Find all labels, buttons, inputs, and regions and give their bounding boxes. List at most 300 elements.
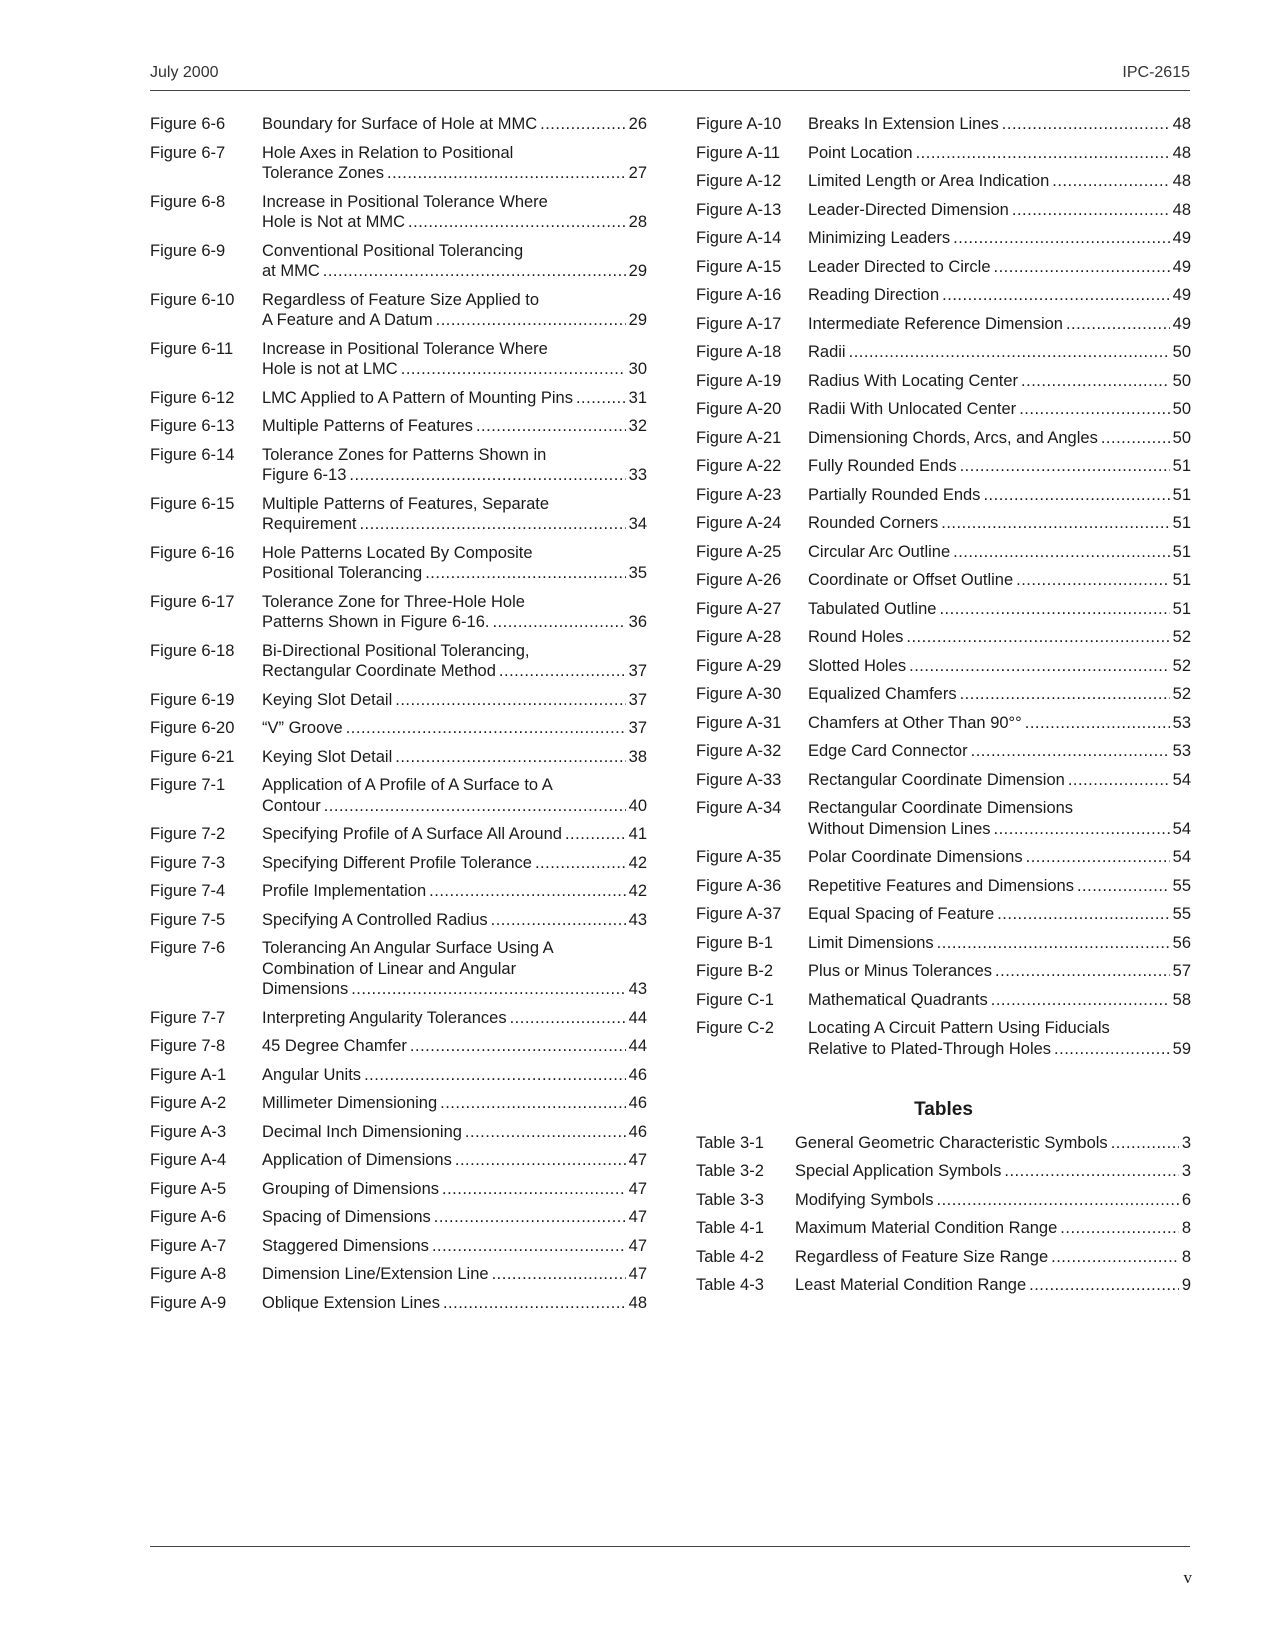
entry-page: 3 — [1181, 1133, 1191, 1152]
entry-page: 47 — [628, 1236, 647, 1255]
entry-title: Application of Dimensions — [262, 1151, 452, 1169]
entry-title: Tabulated Outline — [808, 599, 937, 618]
dot-leader — [1111, 1133, 1179, 1154]
entry-title: Round Holes — [808, 628, 904, 646]
entry-title: Leader Directed to Circle — [808, 257, 991, 276]
toc-entry — [150, 853, 647, 874]
toc-entry — [696, 684, 1191, 705]
toc-entry — [696, 1161, 1191, 1182]
entry-title: Interpreting Angularity Tolerances — [262, 1008, 507, 1027]
entry-title: Bi-Directional Positional Tolerancing, — [262, 641, 530, 660]
dot-leader — [960, 684, 1170, 705]
entry-title: Regardless of Feature Size Range — [795, 1247, 1049, 1266]
entry-page: 47 — [628, 1208, 647, 1226]
entry-title: Without Dimension Lines — [808, 819, 991, 838]
toc-entry — [150, 241, 647, 282]
dot-leader — [1025, 713, 1170, 734]
entry-title: Requirement — [262, 515, 357, 533]
toc-entry — [150, 775, 647, 816]
entry-label: Figure 7-1 — [150, 776, 226, 794]
entry-label: Figure A-34 — [696, 799, 782, 817]
toc-entry — [696, 570, 1191, 591]
dot-leader — [1004, 1161, 1178, 1182]
entry-label: Figure A-3 — [150, 1122, 227, 1141]
toc-entry — [696, 713, 1191, 734]
entry-title: Decimal Inch Dimensioning — [262, 1122, 462, 1141]
entry-page: 47 — [628, 1265, 647, 1283]
entry-label: Figure 7-4 — [150, 882, 226, 900]
toc-entry — [150, 416, 647, 437]
dot-leader — [535, 853, 626, 874]
entry-title: Tolerance Zones for Patterns Shown in — [262, 445, 547, 464]
entry-page: 46 — [628, 1094, 647, 1112]
entry-label: Figure A-30 — [696, 685, 782, 703]
entry-page: 8 — [1181, 1219, 1191, 1237]
entry-page: 6 — [1181, 1190, 1191, 1209]
dot-leader — [939, 599, 1169, 620]
entry-label: Figure A-23 — [696, 485, 782, 504]
entry-page: 37 — [628, 662, 647, 680]
dot-leader — [440, 1093, 626, 1114]
entry-page: 40 — [628, 796, 647, 815]
entry-page: 55 — [1172, 905, 1191, 923]
dot-leader — [1029, 1275, 1179, 1296]
entry-page: 29 — [628, 262, 647, 280]
toc-entry — [150, 494, 647, 535]
dot-leader — [1012, 200, 1170, 221]
toc-entry — [150, 1122, 647, 1143]
dot-leader — [395, 690, 625, 711]
entry-label: Figure A-27 — [696, 599, 782, 618]
dot-leader — [351, 979, 625, 1000]
dot-leader — [565, 824, 626, 845]
dot-leader — [1052, 171, 1169, 192]
entry-page: 48 — [1172, 200, 1191, 219]
left-figure-list — [150, 114, 647, 1321]
entry-label: Figure 6-20 — [150, 719, 235, 737]
toc-entry — [150, 824, 647, 845]
toc-entry — [150, 592, 647, 633]
dot-leader — [1077, 876, 1170, 897]
entry-page: 58 — [1172, 990, 1191, 1009]
entry-label: Figure A-5 — [150, 1179, 227, 1198]
entry-title: General Geometric Characteristic Symbols — [795, 1133, 1108, 1152]
toc-entry — [696, 257, 1191, 278]
entry-label: Figure A-32 — [696, 742, 782, 760]
entry-page: 37 — [628, 690, 647, 709]
entry-label: Figure A-18 — [696, 343, 782, 361]
entry-page: 55 — [1172, 876, 1191, 895]
entry-title: Regardless of Feature Size Applied to — [262, 290, 539, 309]
toc-entry — [150, 1179, 647, 1200]
entry-title: Limited Length or Area Indication — [808, 172, 1050, 190]
toc-entry — [696, 1247, 1191, 1268]
entry-label: Figure 6-18 — [150, 641, 235, 660]
entry-label: Figure 6-14 — [150, 445, 235, 464]
toc-entry — [150, 1093, 647, 1114]
toc-entry — [696, 904, 1191, 925]
entry-label: Figure 7-7 — [150, 1008, 226, 1027]
entry-page: 49 — [1172, 286, 1191, 304]
entry-page: 8 — [1181, 1247, 1191, 1266]
dot-leader — [401, 359, 626, 380]
entry-label: Figure A-33 — [696, 770, 782, 789]
toc-entry — [696, 656, 1191, 677]
entry-page: 54 — [1172, 819, 1191, 838]
entry-page: 52 — [1172, 628, 1191, 646]
toc-entry — [696, 1190, 1191, 1211]
entry-label: Figure 6-13 — [150, 417, 235, 435]
toc-entry — [150, 339, 647, 380]
dot-leader — [916, 143, 1170, 164]
entry-label: Figure A-11 — [696, 143, 781, 162]
entry-page: 50 — [1172, 428, 1191, 447]
entry-label: Figure A-24 — [696, 514, 782, 532]
entry-label: Figure C-2 — [696, 1019, 774, 1037]
toc-entry — [696, 228, 1191, 249]
entry-label: Table 4-2 — [696, 1247, 764, 1266]
dot-leader — [395, 747, 625, 768]
dot-leader — [994, 819, 1170, 840]
toc-entry — [696, 1218, 1191, 1239]
entry-page: 41 — [628, 825, 647, 843]
entry-title: Minimizing Leaders — [808, 229, 951, 247]
entry-page: 44 — [628, 1037, 647, 1055]
dot-leader — [364, 1065, 626, 1086]
dot-leader — [346, 718, 626, 739]
entry-label: Figure 7-8 — [150, 1037, 226, 1055]
entry-title: Boundary for Surface of Hole at MMC — [262, 115, 538, 133]
dot-leader — [953, 228, 1169, 249]
entry-page: 27 — [628, 164, 647, 182]
entry-label: Table 4-3 — [696, 1276, 764, 1294]
dot-leader — [429, 881, 625, 902]
entry-label: Figure 6-16 — [150, 543, 235, 562]
entry-page: 50 — [1172, 343, 1191, 361]
entry-label: Figure A-4 — [150, 1151, 227, 1169]
entry-title: Rounded Corners — [808, 514, 939, 532]
toc-entry — [696, 599, 1191, 620]
entry-page: 51 — [1172, 485, 1191, 504]
entry-label: Figure A-25 — [696, 542, 782, 561]
toc-entry — [696, 342, 1191, 363]
entry-title: Leader-Directed Dimension — [808, 200, 1009, 219]
dot-leader — [941, 513, 1169, 534]
entry-page: 54 — [1172, 848, 1191, 866]
dot-leader — [476, 416, 626, 437]
dot-leader — [936, 1190, 1178, 1211]
entry-title: Tolerancing An Angular Surface Using A — [262, 939, 554, 957]
toc-entry — [150, 747, 647, 768]
entry-page: 29 — [628, 311, 647, 329]
entry-page: 48 — [1172, 172, 1191, 190]
dot-leader — [436, 310, 626, 331]
entry-title: Figure 6-13 — [262, 466, 347, 484]
dot-leader — [995, 961, 1170, 982]
entry-page: 33 — [628, 466, 647, 484]
dot-leader — [434, 1207, 626, 1228]
entry-title: Rectangular Coordinate Dimensions — [808, 799, 1074, 817]
entry-title: Equalized Chamfers — [808, 685, 957, 703]
dot-leader — [937, 933, 1170, 954]
toc-entry — [150, 1236, 647, 1257]
entry-title: Coordinate or Offset Outline — [808, 571, 1014, 589]
entry-page: 52 — [1172, 656, 1191, 675]
entry-page: 30 — [628, 360, 647, 378]
entry-page: 50 — [1172, 371, 1191, 390]
dot-leader — [499, 661, 626, 682]
entry-title: Fully Rounded Ends — [808, 457, 957, 475]
entry-title: Hole is Not at MMC — [262, 213, 406, 231]
toc-entry — [696, 456, 1191, 477]
entry-page: 51 — [1172, 571, 1191, 589]
entry-label: Figure A-17 — [696, 314, 782, 333]
entry-title: Reading Direction — [808, 286, 940, 304]
entry-page: 46 — [628, 1065, 647, 1084]
toc-entry — [696, 143, 1191, 164]
entry-title: Radii With Unlocated Center — [808, 400, 1017, 418]
entry-label: Figure A-1 — [150, 1065, 227, 1084]
entry-label: Table 4-1 — [696, 1219, 764, 1237]
entry-page: 28 — [628, 213, 647, 231]
entry-title: Polar Coordinate Dimensions — [808, 848, 1023, 866]
toc-entry — [150, 1150, 647, 1171]
entry-title: Application of A Profile of A Surface to A — [262, 776, 553, 794]
entry-title: Specifying Profile of A Surface All Around — [262, 825, 562, 843]
entry-label: Figure 6-7 — [150, 143, 226, 162]
dot-leader — [432, 1236, 626, 1257]
entry-page: 44 — [628, 1008, 647, 1027]
toc-entry — [150, 1207, 647, 1228]
entry-title: Angular Units — [262, 1065, 362, 1084]
entry-label: Figure A-10 — [696, 115, 782, 133]
dot-leader — [983, 485, 1169, 506]
entry-title: Special Application Symbols — [795, 1162, 1002, 1180]
toc-entry — [696, 741, 1191, 762]
dot-leader — [1051, 1247, 1179, 1268]
dot-leader — [492, 612, 625, 633]
toc-entry — [150, 543, 647, 584]
dot-leader — [1060, 1218, 1179, 1239]
entry-page: 42 — [628, 882, 647, 900]
entry-title: Specifying Different Profile Tolerance — [262, 853, 532, 872]
entry-title: Hole is not at LMC — [262, 360, 398, 378]
toc-entry — [696, 485, 1191, 506]
entry-page: 51 — [1172, 457, 1191, 475]
entry-title: “V” Groove — [262, 719, 343, 737]
toc-entry — [696, 371, 1191, 392]
entry-title: Keying Slot Detail — [262, 690, 393, 709]
entry-label: Figure A-19 — [696, 371, 782, 390]
dot-leader — [492, 1264, 626, 1285]
dot-leader — [1016, 570, 1170, 591]
toc-entry — [696, 428, 1191, 449]
dot-leader — [349, 465, 625, 486]
header-date: July 2000 — [150, 64, 219, 81]
dot-leader — [991, 990, 1170, 1011]
entry-page: 36 — [628, 613, 647, 631]
dot-leader — [997, 904, 1169, 925]
toc-entry — [696, 1275, 1191, 1296]
entry-title: Edge Card Connector — [808, 742, 968, 760]
entry-page: 47 — [628, 1151, 647, 1169]
entry-label: Figure 6-21 — [150, 747, 235, 766]
entry-title: Rectangular Coordinate Dimension — [808, 770, 1065, 789]
entry-label: Figure A-12 — [696, 172, 782, 190]
entry-label: Figure A-26 — [696, 571, 782, 589]
entry-title: Contour — [262, 796, 321, 815]
toc-entry — [150, 192, 647, 233]
entry-page: 48 — [628, 1293, 647, 1312]
right-column — [696, 114, 1191, 1304]
toc-entry — [150, 445, 647, 486]
dot-leader — [443, 1293, 626, 1314]
entry-label: Figure A-35 — [696, 848, 782, 866]
entry-page: 9 — [1181, 1276, 1191, 1294]
dot-leader — [410, 1036, 626, 1057]
toc-entry — [696, 200, 1191, 221]
toc-entry — [696, 285, 1191, 306]
dot-leader — [971, 741, 1170, 762]
page-number: v — [1183, 1568, 1192, 1587]
entry-title: Profile Implementation — [262, 882, 427, 900]
entry-label: Figure 6-17 — [150, 592, 235, 611]
entry-page: 54 — [1172, 770, 1191, 789]
entry-title: Relative to Plated-Through Holes — [808, 1039, 1052, 1058]
toc-entry — [150, 938, 647, 1000]
entry-title: Grouping of Dimensions — [262, 1179, 440, 1198]
entry-title: Tolerance Zones — [262, 164, 384, 182]
toc-entry — [696, 990, 1191, 1011]
dot-leader — [408, 212, 626, 233]
toc-entry — [150, 641, 647, 682]
entry-label: Figure A-6 — [150, 1208, 227, 1226]
entry-label: Figure A-22 — [696, 457, 782, 475]
entry-title: Patterns Shown in Figure 6-16. — [262, 613, 490, 631]
entry-page: 37 — [628, 719, 647, 737]
entry-title: 45 Degree Chamfer — [262, 1037, 407, 1055]
toc-entry — [696, 847, 1191, 868]
toc-entry — [696, 933, 1191, 954]
entry-label: Figure A-36 — [696, 876, 782, 895]
entry-page: 42 — [628, 853, 647, 872]
entry-title: Breaks In Extension Lines — [808, 115, 999, 133]
dot-leader — [359, 514, 625, 535]
entry-label: Table 3-3 — [696, 1190, 764, 1209]
entry-label: Figure A-37 — [696, 905, 782, 923]
entry-page: 34 — [628, 515, 647, 533]
entry-label: Figure A-9 — [150, 1293, 227, 1312]
dot-leader — [1002, 114, 1170, 135]
entry-title: Oblique Extension Lines — [262, 1293, 440, 1312]
entry-label: Figure A-7 — [150, 1236, 227, 1255]
entry-title: Hole Patterns Located By Composite — [262, 543, 533, 562]
toc-entry — [150, 718, 647, 739]
entry-page: 48 — [1172, 143, 1191, 162]
toc-entry — [150, 1065, 647, 1086]
entry-title: Intermediate Reference Dimension — [808, 314, 1063, 333]
entry-title: Partially Rounded Ends — [808, 485, 981, 504]
entry-title: Combination of Linear and Angular — [262, 959, 517, 978]
entry-title: Millimeter Dimensioning — [262, 1094, 438, 1112]
entry-title: Point Location — [808, 143, 913, 162]
toc-entry — [696, 798, 1191, 839]
entry-page: 57 — [1172, 962, 1191, 980]
entry-title: Dimension Line/Extension Line — [262, 1265, 489, 1283]
entry-title: Repetitive Features and Dimensions — [808, 876, 1074, 895]
entry-page: 3 — [1181, 1162, 1191, 1180]
entry-page: 48 — [1172, 115, 1191, 133]
entry-label: Figure A-31 — [696, 713, 782, 732]
entry-page: 50 — [1172, 400, 1191, 418]
entry-label: Figure A-20 — [696, 400, 782, 418]
entry-title: Radius With Locating Center — [808, 371, 1019, 390]
entry-title: Staggered Dimensions — [262, 1236, 429, 1255]
dot-leader — [1054, 1039, 1170, 1060]
entry-page: 51 — [1172, 514, 1191, 532]
toc-entry — [696, 876, 1191, 897]
toc-entry — [150, 143, 647, 184]
entry-title: Multiple Patterns of Features, Separate — [262, 494, 550, 513]
dot-leader — [324, 796, 626, 817]
entry-label: Figure A-16 — [696, 286, 782, 304]
tables-heading: Tables — [914, 1099, 973, 1120]
dot-leader — [576, 388, 626, 409]
entry-label: Figure 6-19 — [150, 690, 235, 709]
dot-leader — [906, 627, 1169, 648]
entry-title: Locating A Circuit Pattern Using Fiducials — [808, 1019, 1110, 1037]
dot-leader — [994, 257, 1170, 278]
entry-title: Maximum Material Condition Range — [795, 1219, 1058, 1237]
header-rule — [150, 90, 1190, 91]
toc-entry — [150, 1264, 647, 1285]
dot-leader — [510, 1008, 626, 1029]
entry-label: Figure B-1 — [696, 933, 774, 952]
dot-leader — [1066, 314, 1170, 335]
entry-label: Figure A-29 — [696, 656, 782, 675]
entry-page: 43 — [628, 910, 647, 929]
entry-page: 53 — [1172, 742, 1191, 760]
entry-page: 56 — [1172, 933, 1191, 952]
entry-page: 26 — [628, 115, 647, 133]
toc-entry — [150, 881, 647, 902]
entry-title: LMC Applied to A Pattern of Mounting Pins — [262, 388, 573, 407]
entry-title: Keying Slot Detail — [262, 747, 393, 766]
entry-label: Figure 7-2 — [150, 825, 226, 843]
entry-title: Spacing of Dimensions — [262, 1208, 431, 1226]
dot-leader — [540, 114, 626, 135]
entry-label: Figure 7-5 — [150, 910, 226, 929]
entry-page: 52 — [1172, 685, 1191, 703]
entry-label: Figure 7-6 — [150, 939, 226, 957]
entry-label: Figure 6-6 — [150, 115, 226, 133]
entry-label: Figure A-15 — [696, 257, 782, 276]
toc-entry — [696, 542, 1191, 563]
dot-leader — [1019, 399, 1169, 420]
entry-title: A Feature and A Datum — [262, 311, 433, 329]
dot-leader — [849, 342, 1170, 363]
toc-entry — [150, 690, 647, 711]
dot-leader — [942, 285, 1169, 306]
entry-title: Slotted Holes — [808, 656, 907, 675]
dot-leader — [425, 563, 625, 584]
entry-title: Increase in Positional Tolerance Where — [262, 192, 548, 211]
entry-page: 49 — [1172, 257, 1191, 276]
entry-title: Increase in Positional Tolerance Where — [262, 339, 548, 358]
entry-title: Dimensions — [262, 980, 349, 998]
toc-entry — [696, 1018, 1191, 1059]
entry-title: Radii — [808, 343, 846, 361]
